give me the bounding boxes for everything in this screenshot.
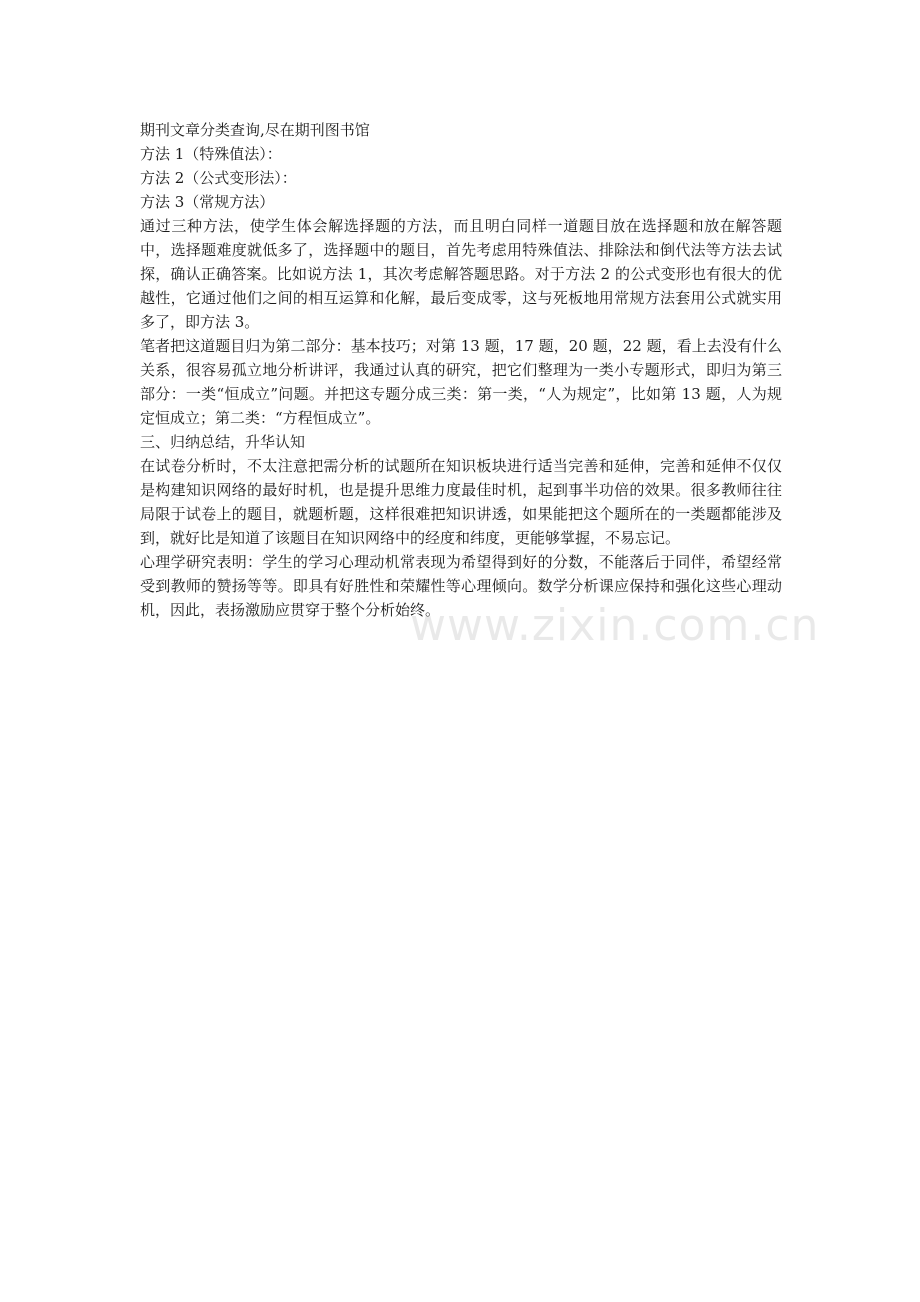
paragraph-3: 在试卷分析时，不太注意把需分析的试题所在知识板块进行适当完善和延伸，完善和延伸不仅仅是构建知识网络的最好时机，也是提升思维力度最佳时机，起到事半功倍的效果。很多教师往往局限于试卷上的题目，就题析题，这样很难把知识讲透，如果能把这个题所在的一类题都能涉及到，就好比是知道了该题目在知识网络中的经度和纬度，更能够掌握，不易忘记。 [140, 457, 782, 547]
header-line: 期刊文章分类查询,尽在期刊图书馆 [140, 121, 370, 139]
method-1: 方法 1（特殊值法）： [140, 145, 282, 163]
method-2: 方法 2（公式变形法）： [140, 169, 297, 187]
document-body [140, 118, 782, 622]
paragraph-1: 通过三种方法，使学生体会解选择题的方法，而且明白同样一道题目放在选择题和放在解答题中，选择题难度就低多了，选择题中的题目，首先考虑用特殊值法、排除法和倒代法等方法去试探，确认正确答案。比如说方法 1，其次考虑解答题思路。对于方法 2 的公式变形也有很大的优越性，它通过他们之间的相互运算和化解，最后变成零，这与死板地用常规方法套用公式就实用多了，即方法 3。 [140, 217, 782, 331]
paragraph-4: 心理学研究表明：学生的学习心理动机常表现为希望得到好的分数，不能落后于同伴，希望经常受到教师的赞扬等等。即具有好胜性和荣耀性等心理倾向。数学分析课应保持和强化这些心理动机，因此，表扬激励应贯穿于整个分析始终。 [140, 553, 782, 619]
section-title: 三、归纳总结，升华认知 [140, 433, 306, 451]
method-3: 方法 3（常规方法） [140, 193, 275, 211]
paragraph-2: 笔者把这道题目归为第二部分：基本技巧；对第 13 题，17 题，20 题，22 题，看上去没有什么关系，很容易孤立地分析讲评，我通过认真的研究，把它们整理为一类小专题形式，即归为第三部分：一类“恒成立”问题。并把这专题分成三类：第一类，“人为规定”，比如第 13 题，人为规定恒成立；第二类：“方程恒成立”。 [140, 337, 782, 427]
watermark: www.zixin.com.cn [410, 600, 820, 651]
